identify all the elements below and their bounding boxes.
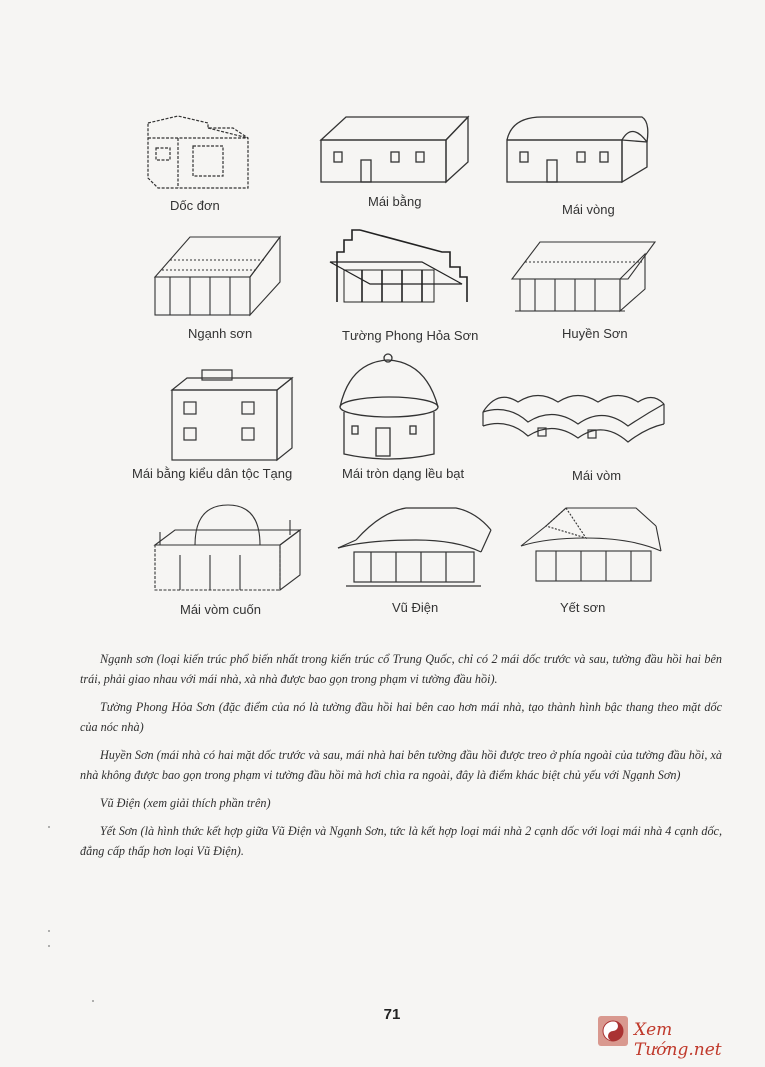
mai-bang-tang-drawing: [132, 370, 322, 462]
watermark-text: Xem Tướng.net: [634, 1020, 722, 1060]
mai-bang-drawing: [316, 112, 471, 192]
vu-dien-drawing: [336, 500, 496, 592]
caption: Tường Phong Hỏa Sơn: [342, 328, 479, 343]
figure-nganh-son: [150, 232, 285, 347]
scan-speck: [48, 930, 50, 932]
paragraph-nganh-son: Ngạnh sơn (loại kiến trúc phổ biến nhất trong kiến trúc cổ Trung Quốc, chỉ có 2 mái dốc trước và sau, tường đầu hồi hai bên trái, phải giao nhau với mái nhà, xà nhà được bao gọn trong phạm vi tường đầu hồi).: [80, 652, 722, 686]
paragraph-huyen-son: Huyền Sơn (mái nhà có hai mặt dốc trước và sau, mái nhà hai bên tường đầu hồi được treo ở phía ngoài của tường đầu hồi, xà nhà không được bao gọn trong phạm vi tường đầu hồi mà hơi chìa ra ngoài, đây là điểm khác biệt chủ yếu với Ngạnh Sơn): [80, 748, 722, 782]
yin-yang-icon: [598, 1016, 628, 1046]
caption: Mái vòng: [562, 202, 615, 217]
figure-yet-son: [516, 496, 671, 620]
mai-vom-cuon-drawing: [150, 500, 305, 595]
watermark: [598, 1014, 758, 1060]
figure-mai-bang-tang: [132, 370, 322, 485]
figure-mai-vong: [502, 112, 652, 217]
caption: Mái vòm cuốn: [180, 602, 261, 617]
paragraph-vu-dien: Vũ Điện (xem giải thích phần trên): [100, 796, 271, 810]
figure-mai-bang: [316, 112, 471, 209]
caption: Mái bằng: [368, 194, 422, 209]
page-number: 71: [383, 1006, 401, 1023]
scan-speck: [48, 826, 50, 828]
caption: Mái tròn dạng lều bạt: [342, 466, 465, 481]
paragraph-tuong-phong-hoa-son: Tường Phong Hỏa Sơn (đặc điểm của nó là tường đầu hồi hai bên cao hơn mái nhà, tạo thành hình bậc thang theo mặt dốc của nóc nhà): [80, 700, 722, 734]
caption: Yết sơn: [560, 600, 606, 615]
mai-vom-drawing: [478, 384, 668, 454]
doc-don-drawing: [138, 108, 258, 198]
caption: Dốc đơn: [170, 198, 220, 213]
figure-tuong-phong-hoa-son: [322, 222, 482, 347]
figure-mai-vom-cuon: [150, 500, 305, 620]
paragraph-yet-son: Yết Sơn (là hình thức kết hợp giữa Vũ Điện và Ngạnh Sơn, tức là kết hợp loại mái nhà 2 cạnh dốc với loại mái nhà 4 cạnh dốc, đẳng cấp thấp hơn loại Vũ Điện).: [80, 824, 722, 858]
scan-speck: [92, 1000, 94, 1002]
figure-huyen-son: [510, 234, 660, 346]
figure-doc-don: [138, 108, 258, 213]
yet-son-drawing: [516, 496, 671, 588]
description-text: [80, 649, 722, 869]
caption: Mái bằng kiểu dân tộc Tạng: [132, 466, 293, 481]
nganh-son-drawing: [150, 232, 285, 322]
caption: Ngạnh sơn: [188, 326, 253, 341]
scan-speck: [48, 945, 50, 947]
figure-mai-vom: [478, 384, 668, 484]
tuong-phong-hoa-son-drawing: [322, 222, 482, 312]
mai-tron-drawing: [330, 352, 490, 464]
caption: Vũ Điện: [392, 600, 439, 615]
figure-vu-dien: [336, 500, 496, 620]
mai-vong-drawing: [502, 112, 652, 192]
caption: Mái vòm: [572, 468, 622, 483]
huyen-son-drawing: [510, 234, 660, 324]
caption: Huyền Sơn: [562, 326, 628, 341]
figure-mai-tron: [330, 352, 490, 484]
